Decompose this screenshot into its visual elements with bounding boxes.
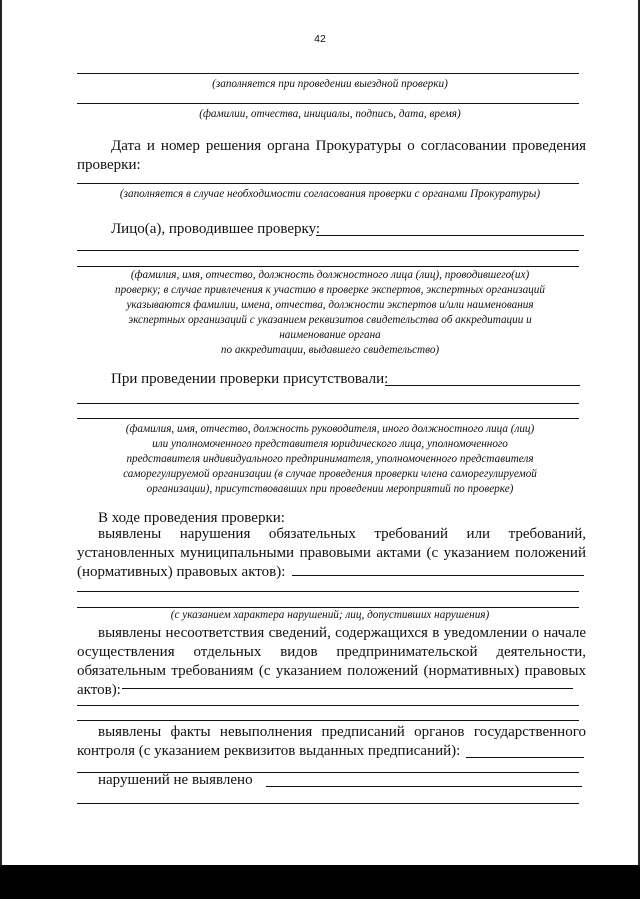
orders-not-fulfilled-text: выявлены факты невыполнения предписаний органов государственного контроля (с указанием реквизитов выданных предписаний): [77, 724, 586, 759]
blank-line[interactable] [77, 705, 579, 706]
blank-line[interactable] [77, 803, 579, 804]
blank-line[interactable] [77, 103, 579, 104]
violations-found-text: выявлены нарушения обязательных требований или требований, установленных муниципальными правовыми актами (с указанием положений (нормативных) правовых актов): [77, 526, 586, 580]
inspector-input-line[interactable] [316, 235, 584, 236]
scan-border-left [0, 0, 2, 865]
during-inspection-heading: В ходе проведения проверки: [98, 510, 285, 526]
prosecutor-decision-text: Дата и номер решения органа Прокуратуры о согласовании проведения проверки: [77, 138, 586, 173]
blank-line[interactable] [77, 266, 579, 267]
caption-prosecutor: (заполняется в случае необходимости согласования проверки с органами Прокуратуры) [119, 188, 541, 200]
caption-violations: (с указанием характера нарушений; лиц, допустивших нарушения) [170, 609, 490, 621]
caption-present: (фамилия, имя, отчество, должность руководителя, иного должностного лица (лиц) или уполномоченного представителя юридического лица, уполномоченного представителя индивидуального предпринимателя, уполномоченного представителя саморегулируемой организации (в случае проведения проверки члена саморегулируемой организации), присутствовавших при проведении мероприятий по проверке) [123, 423, 537, 495]
no-violations-input-line[interactable] [266, 786, 582, 787]
inconsistencies-found-text: выявлены несоответствия сведений, содержащихся в уведомлении о начале осуществления отдельных видов предпринимательской деятельности, обязательным требованиям (с указанием положений (нормативных) правовых актов): [77, 625, 586, 698]
scan-bottom-band [0, 865, 640, 899]
blank-line[interactable] [77, 418, 579, 419]
blank-line[interactable] [77, 591, 579, 592]
blank-line[interactable] [77, 720, 579, 721]
inconsistencies-input-line[interactable] [122, 688, 573, 689]
no-violations-label: нарушений не выявлено [98, 772, 253, 788]
caption-field-inspection: (заполняется при проведении выездной проверки) [212, 78, 448, 90]
orders-input-line[interactable] [466, 757, 584, 758]
blank-line[interactable] [77, 403, 579, 404]
present-label: При проведении проверки присутствовали: [111, 371, 389, 387]
present-input-line[interactable] [385, 385, 580, 386]
page-number: 42 [314, 33, 326, 45]
inspector-label: Лицо(а), проводившее проверку: [111, 221, 321, 237]
caption-inspector: (фамилия, имя, отчество, должность должностного лица (лиц), проводившего(их) проверку; в случае привлечения к участию в проверке экспертов, экспертных организаций указываются фамилии, имена, отчества, должности экспертов и/или наименования экспертных организаций с указанием реквизитов свидетельства об аккредитации и наименование органа по аккредитации, выдавшего свидетельство) [115, 269, 545, 356]
caption-signature: (фамилии, отчества, инициалы, подпись, дата, время) [199, 108, 461, 120]
violations-input-line[interactable] [292, 575, 584, 576]
blank-line[interactable] [77, 250, 579, 251]
blank-line[interactable] [77, 73, 579, 74]
blank-line[interactable] [77, 183, 579, 184]
